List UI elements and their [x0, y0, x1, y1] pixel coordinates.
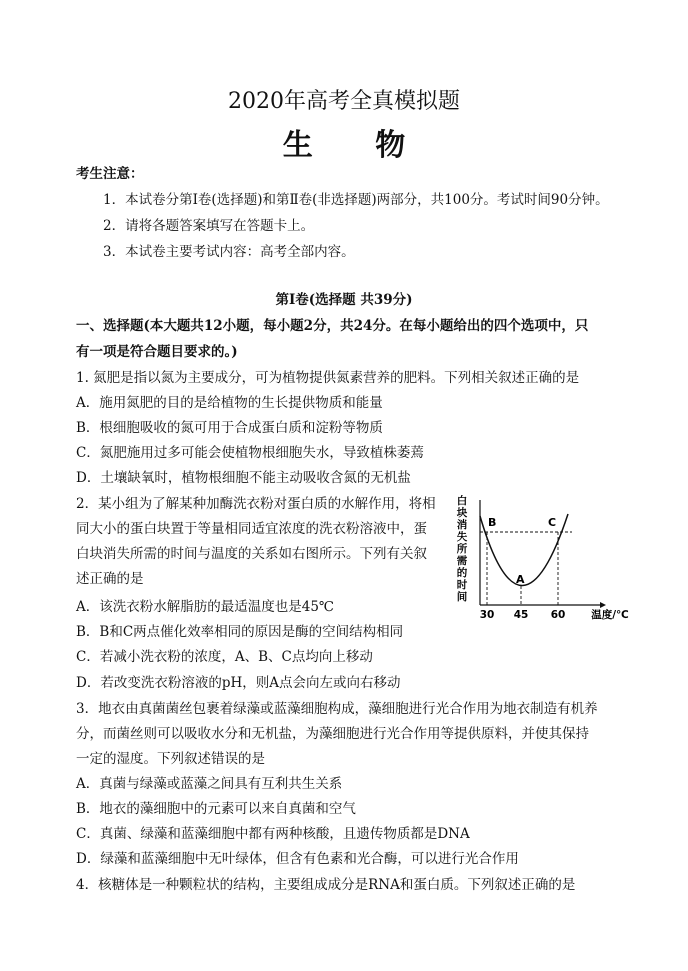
question-stem: 4．核糖体是一种颗粒状的结构，主要组成成分是RNA和蛋白质。下列叙述正确的是	[76, 877, 576, 893]
temperature-time-figure	[450, 490, 650, 625]
notice-item: 3．本试卷主要考试内容：高考全部内容。	[103, 244, 355, 260]
notice-item: 2．请将各题答案填写在答题卡上。	[103, 218, 315, 234]
section-intro: 有一项是符合题目要求的。)	[76, 344, 238, 360]
notice-item: 1．本试卷分第Ⅰ卷(选择题)和第Ⅱ卷(非选择题)两部分，共100分。考试时间90分钟。	[103, 192, 609, 208]
option-a: A．真菌与绿藻或蓝藻之间具有互利共生关系	[76, 776, 343, 792]
point-c-label: C	[548, 516, 557, 529]
point-a-label: A	[516, 573, 525, 586]
question-stem: 同大小的蛋白块置于等量相同适宜浓度的洗衣粉溶液中，蛋	[76, 521, 427, 537]
question-stem: 一定的湿度。下列叙述错误的是	[76, 751, 265, 767]
option-d: D．若改变洗衣粉溶液的pH，则A点会向左或向右移动	[76, 675, 401, 691]
question-stem: 1. 氮肥是指以氮为主要成分，可为植物提供氮素营养的肥料。下列相关叙述正确的是	[76, 370, 580, 386]
question-stem: 分，而菌丝则可以吸收水分和无机盐，为藻细胞进行光合作用等提供原料，并使其保持	[76, 726, 589, 742]
x-axis-arrow	[600, 602, 606, 608]
x-tick-label: 30	[479, 609, 495, 621]
section-intro: 一、选择题(本大题共12小题，每小题2分，共24分。在每小题给出的四个选项中，只	[76, 318, 589, 334]
option-b: B．根细胞吸收的氮可用于合成蛋白质和淀粉等物质	[76, 420, 383, 436]
section-title: 第Ⅰ卷(选择题 共39分)	[275, 292, 413, 308]
option-d: D．土壤缺氧时，植物根细胞不能主动吸收含氮的无机盐	[76, 470, 411, 486]
option-c: C．氮肥施用过多可能会使植物根细胞失水，导致植株萎蔫	[76, 445, 424, 461]
option-c: C．若减小洗衣粉的浓度，A、B、C点均向上移动	[76, 649, 373, 665]
subject-title: 生 物	[282, 128, 432, 163]
question-stem: 3．地衣由真菌菌丝包裹着绿藻或蓝藻细胞构成，藻细胞进行光合作用为地衣制造有机养	[76, 701, 598, 717]
notice-heading: 考生注意：	[76, 166, 144, 182]
option-c: C．真菌、绿藻和蓝藻细胞中都有两种核酸，且遗传物质都是DNA	[76, 826, 470, 842]
x-tick-label: 60	[550, 609, 566, 621]
x-axis-label: 温度/℃	[591, 609, 629, 621]
option-a: A．该洗衣粉水解脂肪的最适温度也是45℃	[76, 599, 335, 615]
x-tick-label: 45	[513, 609, 529, 621]
option-b: B．B和C两点催化效率相同的原因是酶的空间结构相同	[76, 624, 404, 640]
option-a: A．施用氮肥的目的是给植物的生长提供物质和能量	[76, 395, 383, 411]
option-b: B．地衣的藻细胞中的元素可以来自真菌和空气	[76, 801, 356, 817]
option-d: D．绿藻和蓝藻细胞中无叶绿体，但含有色素和光合酶，可以进行光合作用	[76, 851, 519, 867]
question-stem: 述正确的是	[76, 571, 144, 587]
exam-title: 2020年高考全真模拟题	[228, 89, 460, 114]
point-b-label: B	[488, 516, 497, 529]
y-axis-label: 白块消失所需的时间	[456, 495, 468, 603]
question-stem: 白块消失所需的时间与温度的关系如右图所示。下列有关叙	[76, 546, 427, 562]
question-stem: 2．某小组为了解某种加酶洗衣粉对蛋白质的水解作用，将相	[76, 496, 436, 512]
